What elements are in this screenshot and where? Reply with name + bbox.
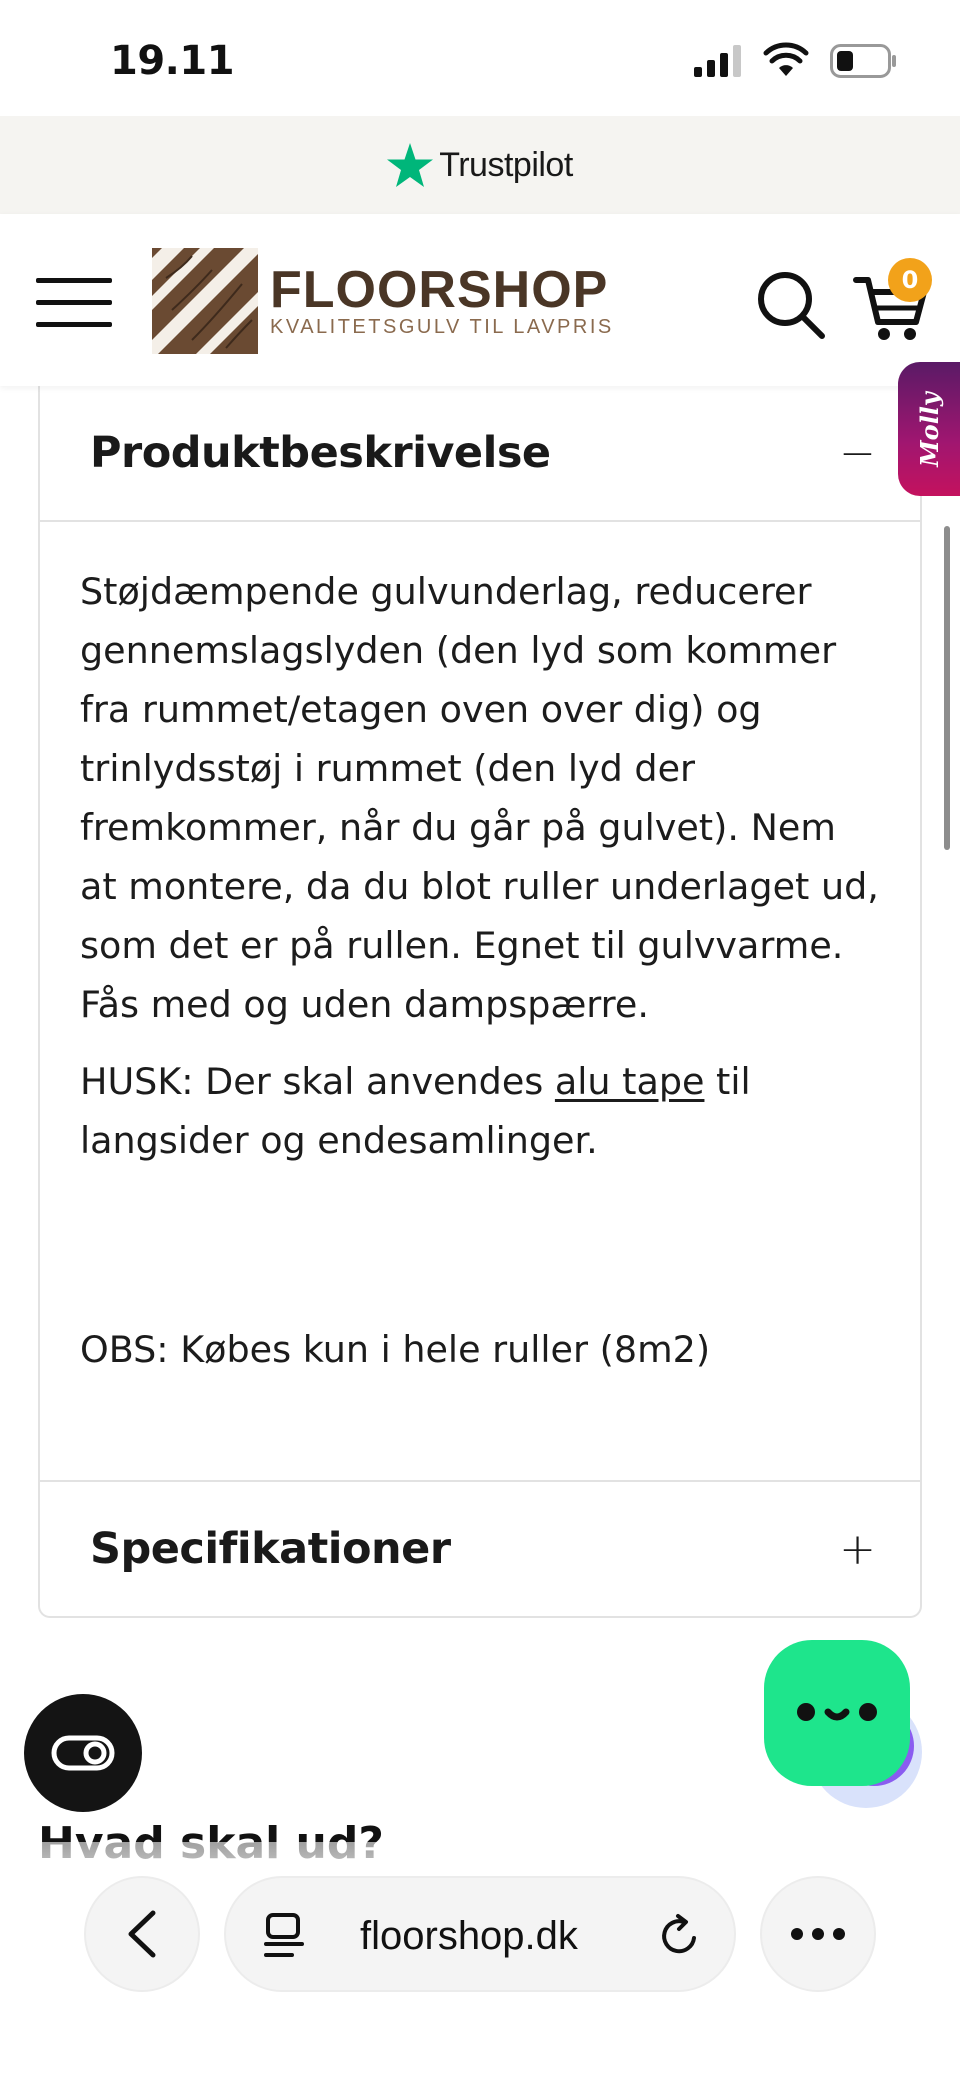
husk-note-text: HUSK: Der skal anvendes: [80, 1060, 555, 1103]
chevron-left-icon: [125, 1909, 159, 1959]
toggle-icon: [51, 1735, 115, 1771]
browser-toolbar: [0, 1842, 960, 2078]
product-accordion: [38, 386, 922, 1618]
accordion-header-specifikationer[interactable]: [40, 1482, 920, 1616]
molly-label: Molly: [914, 391, 944, 467]
site-header: [0, 214, 960, 386]
search-icon[interactable]: [756, 270, 826, 340]
description-paragraph: Støjdæmpende gulvunderlag, reducerer gennemslagslyden (den lyd som kommer fra rummet/etagen oven over dig) og trinlydsstøj i rummet (den lyd der fremkommer, når du går på gulvet). Nem at montere, da du blot ruller underlaget ud, som det er på rullen. Egnet til gulvvarme. Fås med og uden dampspærre.: [80, 570, 879, 1026]
accordion-title: Produktbeskrivelse: [90, 428, 551, 478]
logo-name: FLOORSHOP: [270, 261, 609, 319]
status-time: 19.11: [110, 38, 235, 84]
back-button[interactable]: [84, 1876, 200, 1992]
husk-note-suffix: til langsider og endesamlinger.: [80, 1060, 751, 1162]
reader-mode-icon[interactable]: [262, 1912, 306, 1960]
expand-icon[interactable]: +: [839, 1523, 876, 1575]
alu-tape-link[interactable]: alu tape: [554, 1060, 705, 1103]
ellipsis-icon: [790, 1927, 846, 1941]
accessibility-toggle-button[interactable]: [24, 1694, 142, 1812]
battery-icon: [830, 44, 898, 78]
reload-icon[interactable]: [658, 1914, 702, 1958]
molly-assistant-tab[interactable]: [898, 362, 960, 496]
trustpilot-star-icon: [387, 143, 433, 187]
husk-note: [80, 1052, 880, 1170]
site-logo[interactable]: [152, 248, 614, 354]
address-bar[interactable]: [224, 1876, 736, 1992]
obs-note: OBS: Købes kun i hele ruller (8m2): [80, 1328, 711, 1371]
wifi-icon: [764, 44, 808, 78]
url-text: floorshop.dk: [360, 1914, 578, 1958]
chat-bot-icon[interactable]: [762, 1640, 922, 1810]
accordion-title: Specifikationer: [90, 1524, 451, 1574]
section-heading-peek: [38, 1818, 384, 1842]
wood-plank-logo-icon: [152, 248, 258, 354]
collapse-icon[interactable]: −: [839, 427, 876, 479]
status-bar: [0, 0, 960, 116]
logo-tagline: KVALITETSGULV TIL LAVPRIS: [270, 316, 614, 338]
divider: [40, 520, 920, 522]
hamburger-menu-button[interactable]: [36, 278, 112, 328]
product-description: [80, 562, 880, 1397]
trustpilot-label: Trustpilot: [439, 145, 573, 184]
cart-count-badge: 0: [888, 258, 932, 302]
trustpilot-bar[interactable]: [0, 116, 960, 214]
status-icons: [694, 44, 898, 78]
scroll-indicator[interactable]: [944, 526, 950, 850]
more-options-button[interactable]: [760, 1876, 876, 1992]
cellular-signal-icon: [694, 45, 742, 77]
accordion-header-produktbeskrivelse[interactable]: [40, 386, 920, 520]
